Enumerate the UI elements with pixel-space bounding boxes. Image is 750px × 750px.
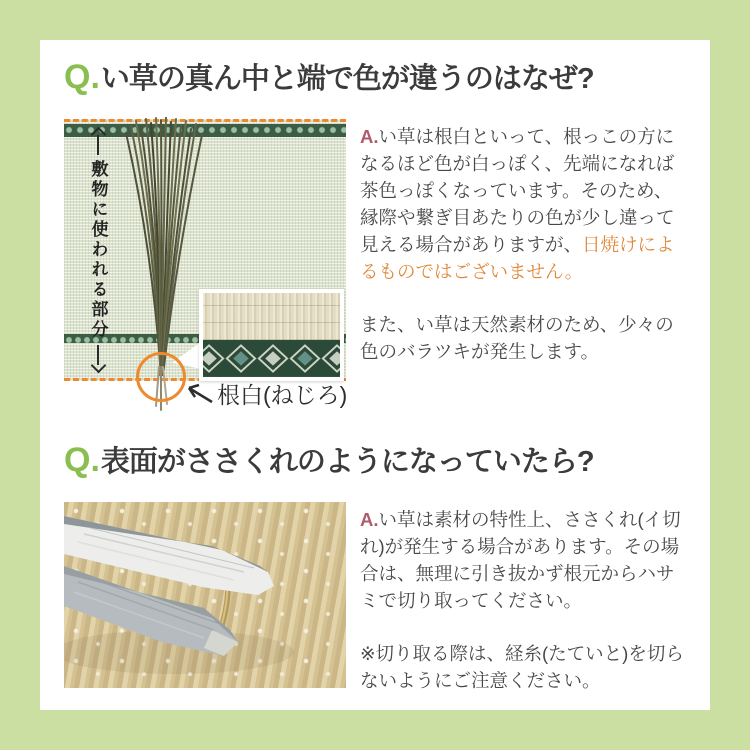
content-card bbox=[40, 40, 710, 710]
rush-fringe-texture bbox=[203, 293, 340, 340]
diamond-pattern-band bbox=[203, 340, 340, 377]
q2-answer-body: い草は素材の特性上、ささくれ(イ切れ)が発生する場合があります。その場合は、無理に引き抜かず根元からハサミで切り取ってください。 bbox=[360, 509, 681, 612]
q1-answer-body: い草は根白といって、根っこの方になるほど色が白っぽく、先端になれば茶色っぽくなっています。そのため、縁際や繋ぎ目あたりの色が少し違って見える場合がありますが、 bbox=[360, 126, 675, 256]
q2-note-paragraph: ※切り取る際は、経糸(たていと)を切らないようにご注意ください。 bbox=[360, 643, 684, 692]
q2-a-label: A. bbox=[360, 509, 379, 531]
q1-tatami-figure bbox=[64, 119, 346, 419]
q1-heading bbox=[64, 58, 686, 97]
up-arrow-icon bbox=[90, 127, 106, 143]
nejiro-caption-label: 根白(ねじろ) bbox=[217, 382, 348, 409]
q1-answer-text bbox=[360, 119, 686, 419]
dashed-line-top bbox=[64, 119, 346, 122]
q2-scissors-photo bbox=[64, 502, 346, 688]
q2-question: 表面がささくれのようになっていたら? bbox=[100, 446, 594, 479]
q1-answer-highlight: 日焼けによるものではございません。 bbox=[360, 234, 675, 283]
q2-q-label: Q. bbox=[64, 441, 100, 480]
q2-answer-paragraph bbox=[360, 506, 686, 614]
down-arrow-icon bbox=[90, 358, 106, 374]
q1-a-label: A. bbox=[360, 126, 379, 148]
nejiro-highlight-circle bbox=[136, 352, 186, 402]
q1-question: い草の真ん中と端で色が違うのはなぜ? bbox=[100, 63, 594, 95]
q1-answer-paragraph bbox=[360, 123, 686, 285]
q2-heading bbox=[64, 441, 686, 480]
nejiro-arrow-icon bbox=[180, 381, 214, 405]
q1-answer-extra-paragraph: また、い草は天然素材のため、少々の色のバラツキが発生します。 bbox=[360, 314, 674, 363]
q2-row bbox=[64, 502, 686, 694]
scissors-illustration bbox=[64, 502, 346, 688]
q1-q-label: Q. bbox=[64, 58, 100, 96]
edge-closeup-inset bbox=[199, 289, 344, 381]
usable-area-indicator bbox=[86, 129, 110, 371]
usable-area-label: 敷物に使われる部分 bbox=[88, 160, 108, 341]
q1-row bbox=[64, 119, 686, 419]
nejiro-caption bbox=[180, 377, 347, 410]
q2-answer-text bbox=[360, 502, 686, 694]
